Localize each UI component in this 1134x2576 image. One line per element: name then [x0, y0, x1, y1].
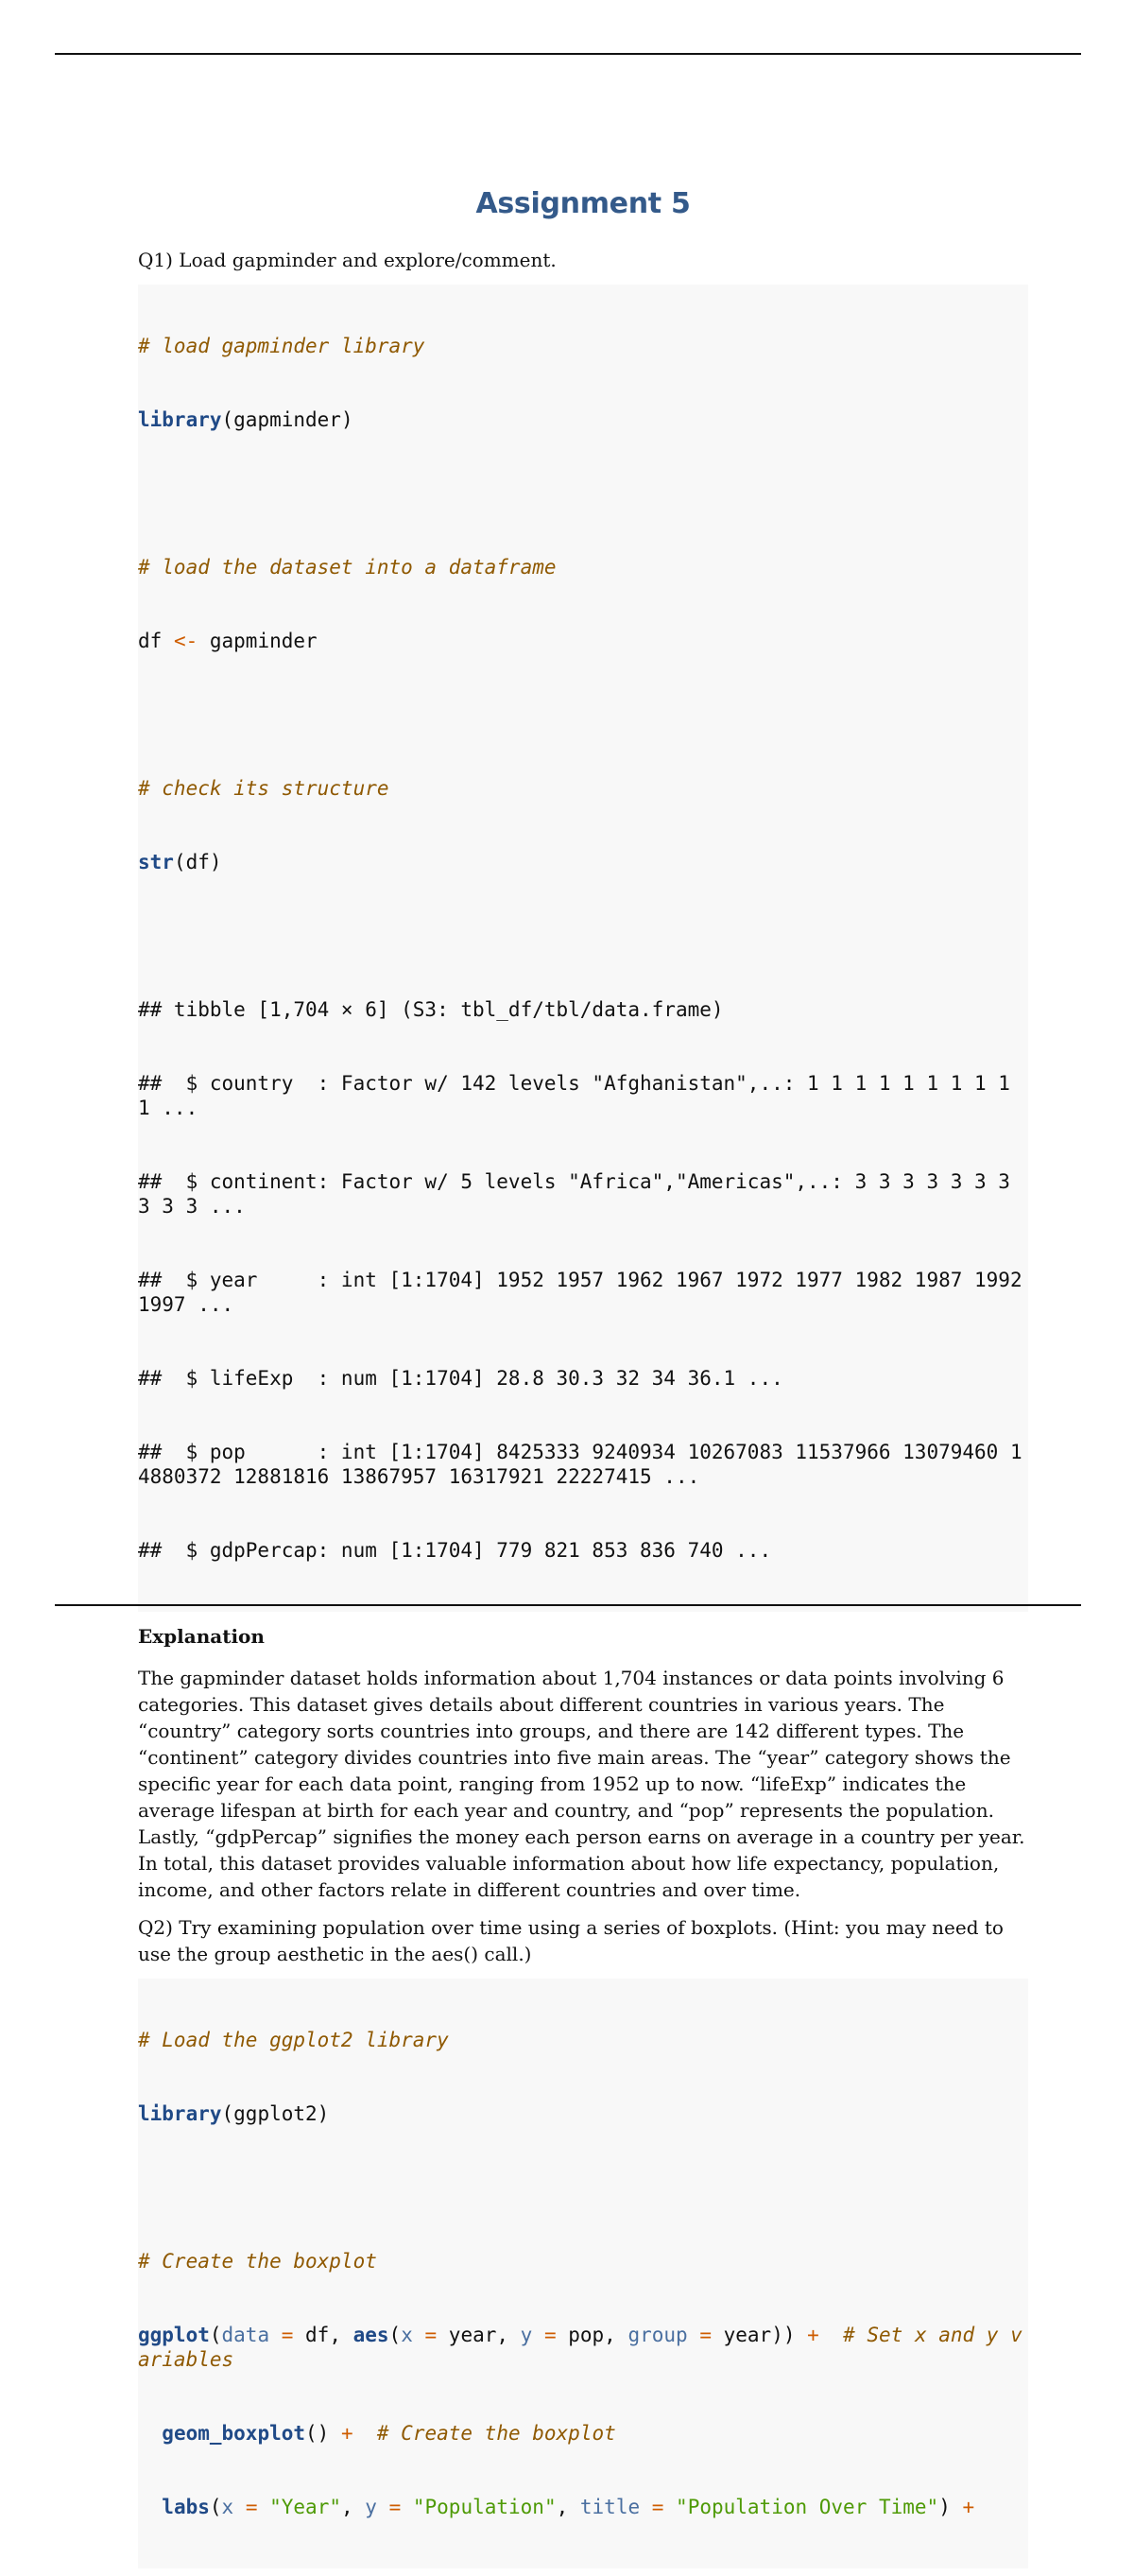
code-function: str [138, 851, 174, 873]
code-function: geom_boxplot [162, 2422, 306, 2445]
explanation-heading: Explanation [138, 1625, 265, 1648]
header-rule [55, 53, 1081, 55]
code-text: (ggplot2) [221, 2102, 330, 2125]
code-operator: = [532, 2324, 569, 2346]
code-text: ( [209, 2324, 222, 2346]
page-title: Assignment 5 [475, 187, 691, 220]
code-text: year, [448, 2324, 521, 2346]
code-comment: # load the dataset into a dataframe [138, 556, 557, 579]
code-argument: y [365, 2496, 377, 2518]
code-function: library [138, 408, 222, 431]
code-argument: y [520, 2324, 533, 2346]
output-line: ## $ country : Factor w/ 142 levels "Afghanistan",..: 1 1 1 1 1 1 1 1 1 1 ... [138, 1072, 1022, 1119]
q2-question: Q2) Try examining population over time using a series of boxplots. (Hint: you may need to use the group aesthetic in the aes() call.) [138, 1916, 1004, 1965]
q1-question: Q1) Load gapminder and explore/comment. [138, 249, 557, 271]
code-operator: = [233, 2496, 270, 2518]
code-line [138, 2028, 1028, 2052]
code-operator: + [807, 2324, 819, 2346]
code-text: df [138, 630, 174, 652]
output-line: ## tibble [1,704 × 6] (S3: tbl_df/tbl/data.frame) [138, 998, 724, 1021]
code-operator: = [640, 2496, 677, 2518]
code-string: "Population Over Time" [676, 2496, 939, 2518]
code-line [138, 629, 1028, 653]
code-text: , [340, 2496, 366, 2518]
output-line: ## $ continent: Factor w/ 5 levels "Africa","Americas",..: 3 3 3 3 3 3 3 3 3 3 ... [138, 1170, 1022, 1218]
output-line: ## $ pop : int [1:1704] 8425333 9240934 10267083 11537966 13079460 14880372 12881816 13867957 16317921 22227415 ... [138, 1441, 1022, 1488]
explanation-text: The gapminder dataset holds information about 1,704 instances or data points involving 6 categories. This dataset gives details about different countries in various years. The “country” category sorts countries into groups, and there are 142 different types. The “continent” category divides countries into five main areas. The “year” category shows the specific year for each data point, ranging from 1952 up to now. “lifeExp” indicates the average lifespan at birth for each year and country, and “pop” represents the population. Lastly, “gdpPercap” signifies the money each person earns on average in a country per year. In total, this dataset provides valuable information about how life expectancy, population, income, and other factors relate in different countries and over time. [138, 1667, 1025, 1901]
code-argument: x [221, 2496, 234, 2518]
code-line [138, 776, 1028, 801]
code-comment: # Load the ggplot2 library [138, 2029, 449, 2051]
code-text: (gapminder) [221, 408, 353, 431]
code-operator: <- [173, 630, 198, 652]
code-text: df, [305, 2324, 353, 2346]
code-text: gapminder [198, 630, 318, 652]
code-line [138, 2495, 1028, 2519]
code-line [138, 407, 1028, 432]
code-line [138, 2323, 1028, 2372]
document-body [138, 176, 1035, 2576]
code-line [138, 555, 1028, 579]
code-text: ) [938, 2496, 963, 2518]
code-operator: = [269, 2324, 306, 2346]
code-line [138, 2249, 1028, 2273]
code-argument: data [221, 2324, 270, 2346]
code-comment: # Create the boxplot [138, 2250, 377, 2273]
footer-rule [55, 1604, 1081, 1606]
code-string: "Year" [269, 2496, 341, 2518]
code-argument: title [579, 2496, 641, 2518]
code-text: year)) [723, 2324, 808, 2346]
q2-code-block [138, 1979, 1028, 2568]
code-line [138, 334, 1028, 358]
code-argument: x [401, 2324, 413, 2346]
code-comment: # load gapminder library [138, 335, 425, 357]
code-comment: # check its structure [138, 777, 389, 800]
code-comment: # Create the boxplot [352, 2422, 616, 2445]
code-text: ( [388, 2324, 402, 2346]
code-text: (df) [173, 851, 222, 873]
output-line: ## $ lifeExp : num [1:1704] 28.8 30.3 32 34 36.1 ... [138, 1367, 783, 1390]
code-line [138, 2101, 1028, 2126]
code-text: ( [209, 2496, 222, 2518]
code-function: ggplot [138, 2324, 210, 2346]
q1-code-block [138, 285, 1035, 1612]
code-text: , [556, 2496, 580, 2518]
code-text: pop, [568, 2324, 628, 2346]
code-argument: group [627, 2324, 688, 2346]
code-line [138, 2421, 1028, 2446]
code-string: "Population" [412, 2496, 557, 2518]
code-function: aes [352, 2324, 389, 2346]
output-line: ## $ gdpPercap: num [1:1704] 779 821 853 836 740 ... [138, 1539, 772, 1562]
code-operator: = [687, 2324, 724, 2346]
code-comment: # Set x and y variables [138, 2324, 1022, 2371]
code-operator: + [340, 2422, 353, 2445]
code-function: labs [162, 2496, 210, 2518]
output-line: ## $ year : int [1:1704] 1952 1957 1962 1967 1972 1977 1982 1987 1992 1997 ... [138, 1269, 1035, 1316]
code-indent [138, 2422, 162, 2445]
code-text: () [305, 2422, 341, 2445]
code-function: library [138, 2102, 222, 2125]
code-operator: = [412, 2324, 449, 2346]
code-line [138, 850, 1028, 874]
code-indent [138, 2496, 162, 2518]
code-operator: + [962, 2496, 975, 2518]
code-operator: = [376, 2496, 413, 2518]
